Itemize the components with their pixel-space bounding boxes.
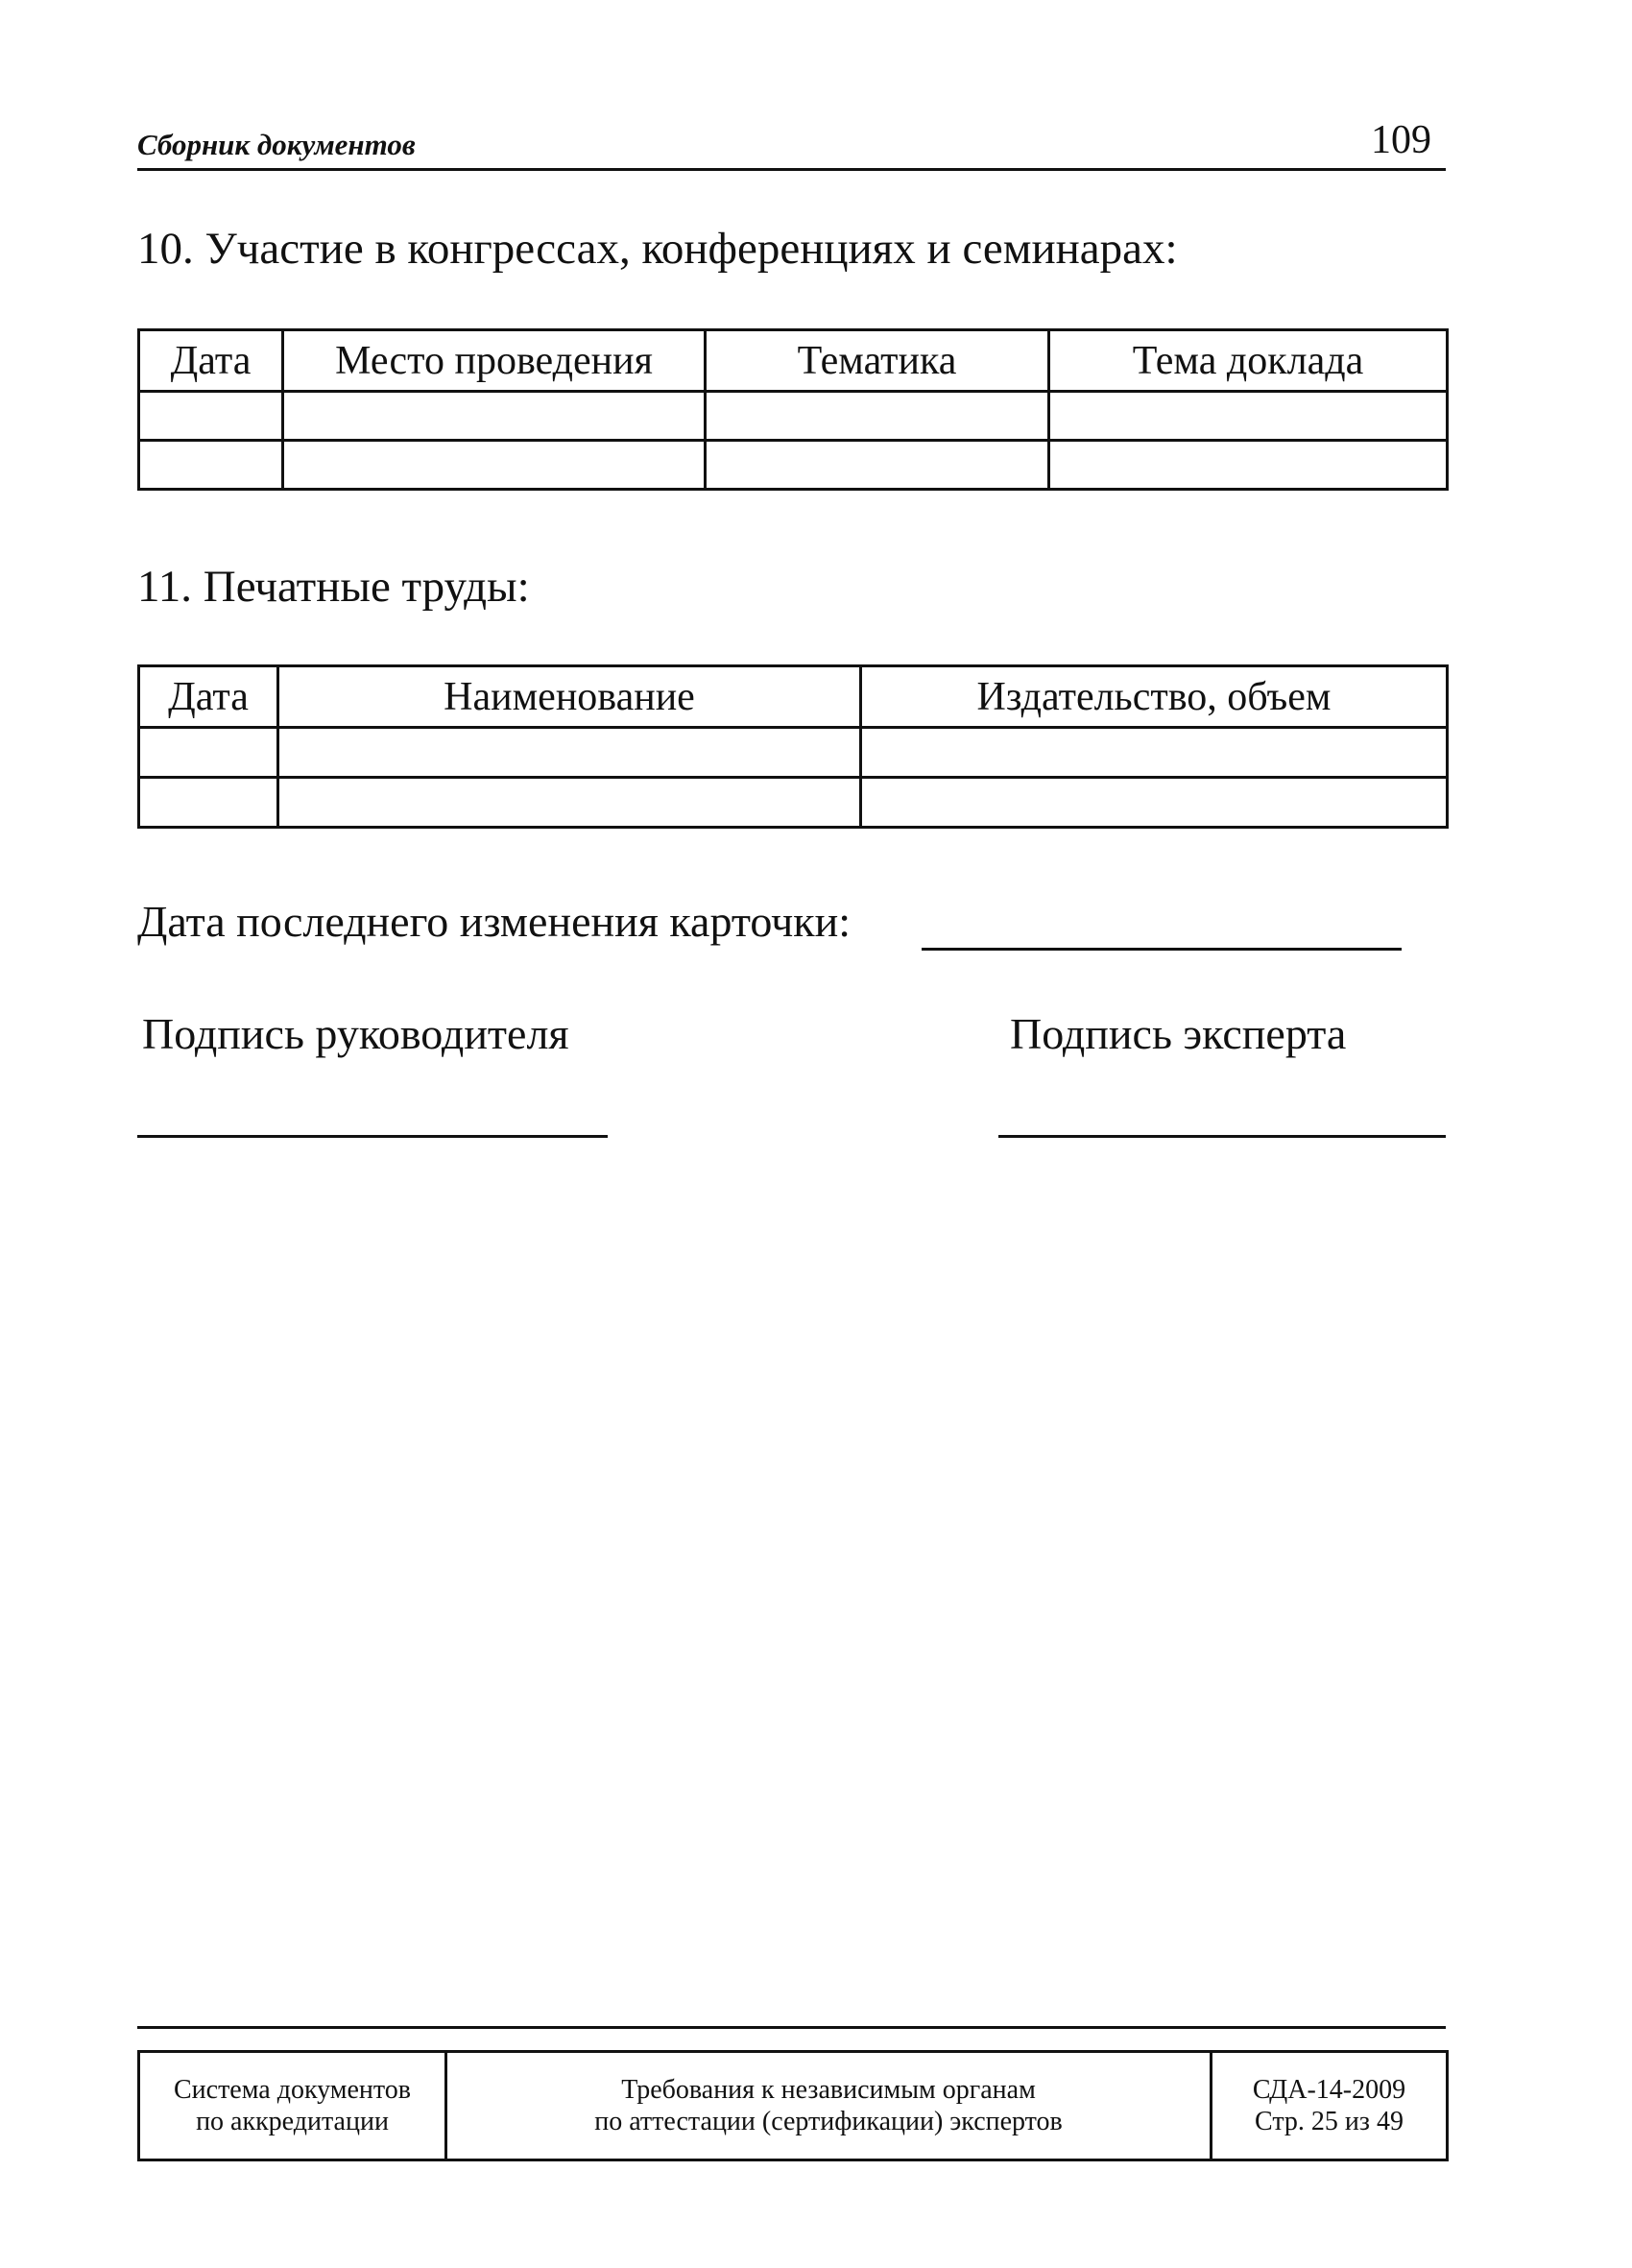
column-header-date: Дата xyxy=(139,666,278,728)
table-header-row xyxy=(139,330,1448,392)
footer-rule xyxy=(137,2026,1446,2029)
section-11-heading: 11. Печатные труды: xyxy=(137,562,530,612)
table-cell[interactable] xyxy=(278,778,861,828)
table-cell[interactable] xyxy=(278,728,861,778)
card-date-field[interactable] xyxy=(922,948,1402,951)
column-header-title: Наименование xyxy=(278,666,861,728)
column-header-venue: Место проведения xyxy=(283,330,706,392)
running-header-title: Сборник документов xyxy=(137,128,416,161)
footer-title-line-2: по аттестации (сертификации) экспертов xyxy=(594,2107,1063,2136)
table-header-row xyxy=(139,666,1448,728)
table-cell[interactable] xyxy=(139,392,283,441)
card-date-label: Дата последнего изменения карточки: xyxy=(137,897,852,946)
table-cell[interactable] xyxy=(283,441,706,490)
footer-title-line-1: Требования к независимым органам xyxy=(621,2074,1036,2105)
column-header-report-topic: Тема доклада xyxy=(1049,330,1448,392)
table-cell[interactable] xyxy=(283,392,706,441)
expert-signature-line[interactable] xyxy=(998,1135,1446,1138)
table-cell[interactable] xyxy=(706,441,1049,490)
footer-system-line-2: по аккредитации xyxy=(196,2107,389,2136)
footer-code-cell xyxy=(1212,2052,1448,2160)
table-row xyxy=(139,728,1448,778)
table-cell[interactable] xyxy=(861,778,1448,828)
table-cell[interactable] xyxy=(861,728,1448,778)
footer-table xyxy=(137,2050,1449,2161)
table-cell[interactable] xyxy=(1049,392,1448,441)
footer-system-line-1: Система документов xyxy=(173,2074,411,2105)
table-cell[interactable] xyxy=(139,441,283,490)
section-10-heading: 10. Участие в конгрессах, конференциях и семинарах: xyxy=(137,224,1178,274)
column-header-date: Дата xyxy=(139,330,283,392)
table-cell[interactable] xyxy=(1049,441,1448,490)
footer-document-title-cell xyxy=(446,2052,1212,2160)
conferences-table xyxy=(137,328,1449,491)
publications-table xyxy=(137,664,1449,829)
footer-document-code: СДА-14-2009 xyxy=(1252,2074,1406,2105)
table-row xyxy=(139,392,1448,441)
table-row xyxy=(139,778,1448,828)
table-cell[interactable] xyxy=(139,778,278,828)
table-cell[interactable] xyxy=(706,392,1049,441)
footer-system-cell xyxy=(139,2052,446,2160)
header-rule xyxy=(137,168,1446,171)
head-signature-label: Подпись руководителя xyxy=(142,1009,569,1058)
head-signature-line[interactable] xyxy=(137,1135,608,1138)
column-header-topic: Тематика xyxy=(706,330,1049,392)
page-number: 109 xyxy=(1371,118,1431,162)
footer-row xyxy=(139,2052,1448,2160)
table-cell[interactable] xyxy=(139,728,278,778)
table-row xyxy=(139,441,1448,490)
expert-signature-label: Подпись эксперта xyxy=(1010,1009,1347,1058)
footer-page-count: Стр. 25 из 49 xyxy=(1255,2107,1404,2136)
column-header-publisher-volume: Издательство, объем xyxy=(861,666,1448,728)
